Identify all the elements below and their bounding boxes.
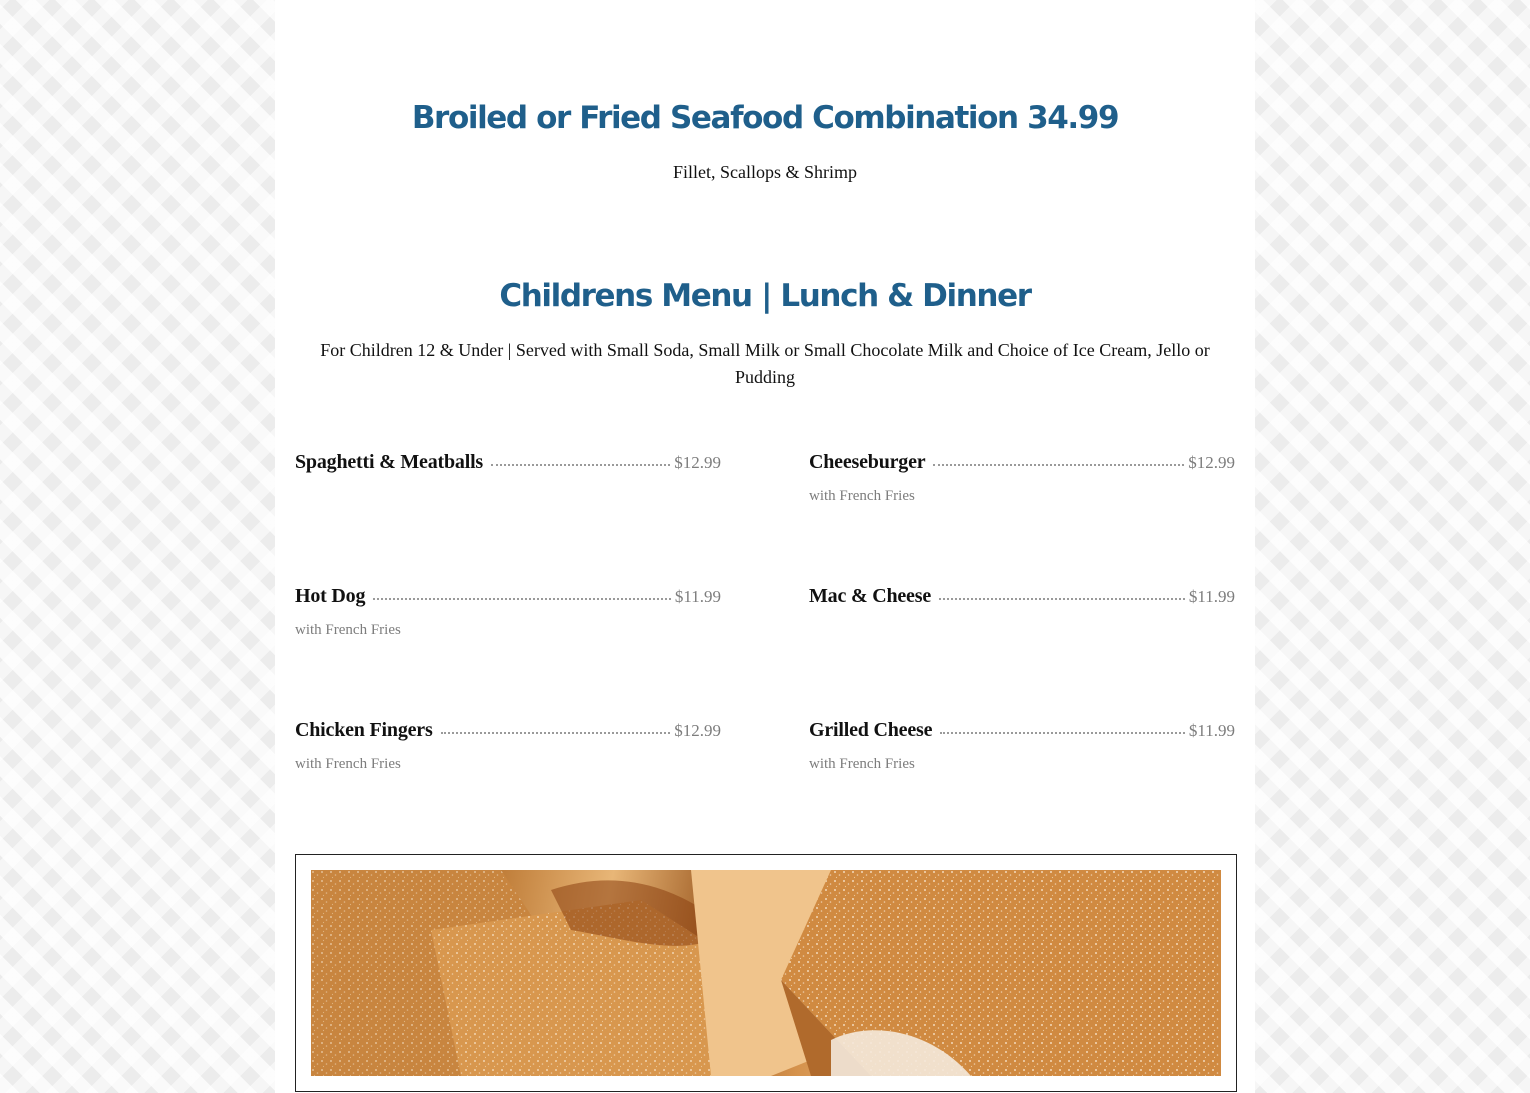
dotted-leader bbox=[491, 464, 670, 466]
seafood-combination-description: Fillet, Scallops & Shrimp bbox=[672, 162, 857, 182]
menu-item-mac-cheese bbox=[809, 585, 1235, 675]
dotted-leader bbox=[940, 732, 1185, 734]
menu-item-name: Chicken Fingers bbox=[295, 719, 433, 741]
childrens-menu-description: For Children 12 & Under | Served with Small Soda, Small Milk or Small Chocolate Milk and Choice of Ice Cream, Jello or Pudding bbox=[320, 340, 1210, 387]
menu-item-name: Spaghetti & Meatballs bbox=[295, 451, 484, 473]
menu-item-hot-dog bbox=[295, 585, 721, 675]
dotted-leader bbox=[933, 464, 1184, 466]
menu-page bbox=[275, 0, 1255, 1093]
menu-item-price: $11.99 bbox=[1188, 587, 1235, 606]
menu-item-description: with French Fries bbox=[295, 622, 401, 638]
menu-item-name: Grilled Cheese bbox=[809, 719, 933, 741]
menu-item-price: $12.99 bbox=[674, 721, 721, 740]
menu-item-description: with French Fries bbox=[809, 488, 915, 504]
menu-item-cheeseburger bbox=[809, 451, 1235, 541]
menu-item-name: Hot Dog bbox=[295, 585, 366, 607]
menu-item-grilled-cheese bbox=[809, 719, 1235, 809]
menu-item-name: Mac & Cheese bbox=[809, 585, 931, 607]
seafood-combination-title: Broiled or Fried Seafood Combination 34.99 bbox=[411, 100, 1119, 136]
menu-item-name: Cheeseburger bbox=[809, 451, 926, 473]
menu-item-price: $12.99 bbox=[1188, 453, 1235, 472]
menu-item-description: with French Fries bbox=[809, 756, 915, 772]
photo-frame bbox=[295, 854, 1237, 1092]
dotted-leader bbox=[939, 598, 1185, 600]
menu-item-chicken-fingers bbox=[295, 719, 721, 809]
dotted-leader bbox=[441, 732, 671, 734]
menu-item-description: with French Fries bbox=[295, 756, 401, 772]
french-toast-photo bbox=[311, 870, 1221, 1076]
dotted-leader bbox=[373, 598, 671, 600]
menu-item-price: $11.99 bbox=[1188, 721, 1235, 740]
childrens-menu-title: Childrens Menu | Lunch & Dinner bbox=[499, 278, 1031, 314]
menu-item-price: $12.99 bbox=[674, 453, 721, 472]
menu-item-spaghetti-meatballs bbox=[295, 451, 721, 541]
french-toast-illustration bbox=[311, 870, 1221, 1076]
menu-item-price: $11.99 bbox=[674, 587, 721, 606]
